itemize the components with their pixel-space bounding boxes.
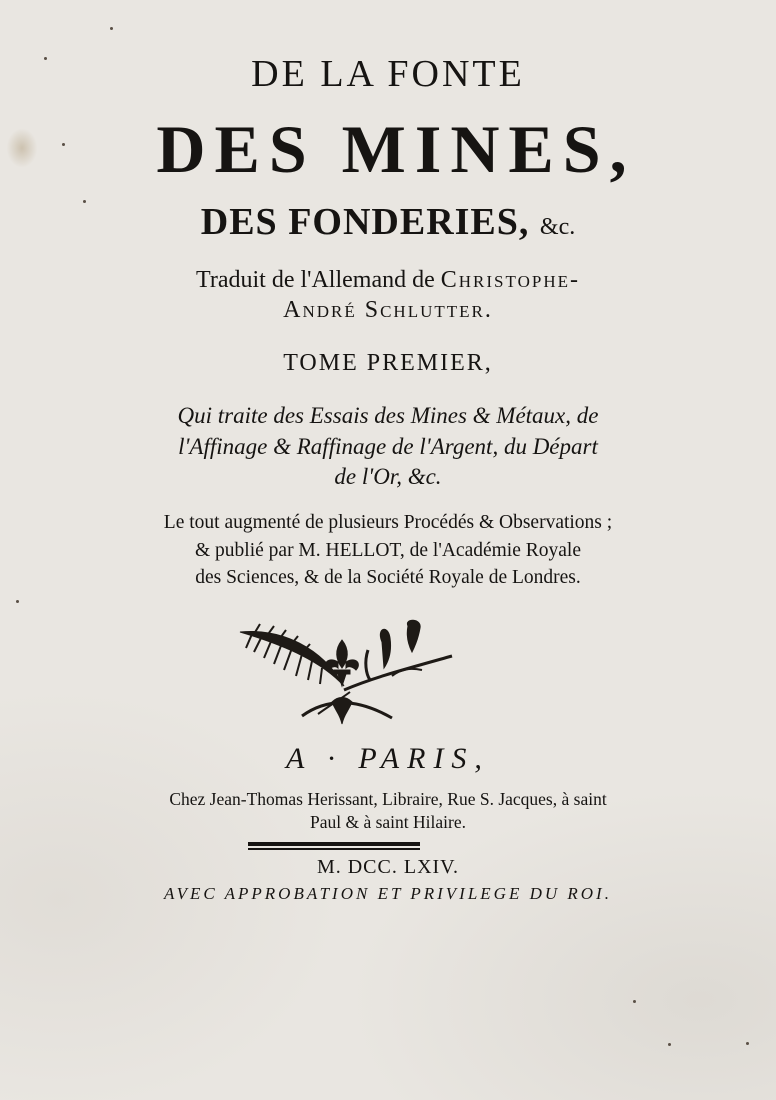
- translator-name: Christophe-: [440, 267, 580, 293]
- foxing-speck: [62, 143, 65, 146]
- publication-year: M. DCC. LXIV.: [316, 856, 460, 878]
- volume-label: TOME PREMIER,: [283, 350, 493, 376]
- note-line-3: des Sciences, & de la Société Royale de Londres.: [195, 567, 581, 588]
- note-line-1: Le tout augmenté de plusieurs Procédés & Observations ;: [163, 512, 613, 533]
- note-line-2: & publié par M. HELLOT, de l'Académie Royale: [195, 540, 581, 561]
- translation-prefix: Traduit de l'Allemand de: [196, 267, 435, 293]
- foxing-speck: [83, 200, 86, 203]
- title-line-1: DE LA FONTE: [251, 53, 525, 95]
- thin-rule-divider: [248, 848, 420, 850]
- translation-line-2: André Schlutter.: [283, 297, 493, 323]
- thick-rule-divider: [248, 842, 420, 846]
- place-of-publication: A · PARIS,: [286, 742, 490, 775]
- subject-line-2: l'Affinage & Raffinage de l'Argent, du Départ: [178, 434, 598, 459]
- foxing-speck: [16, 600, 19, 603]
- title-line-2: DES MINES,: [156, 111, 636, 187]
- fleur-de-lis-ornament-icon: [232, 618, 462, 730]
- royal-privilege: AVEC APPROBATION ET PRIVILEGE DU ROI.: [164, 884, 612, 903]
- foxing-speck: [668, 1043, 671, 1046]
- etc-suffix: &c.: [539, 214, 576, 240]
- publisher-line-1: Chez Jean-Thomas Herissant, Libraire, Rue S. Jacques, à saint: [169, 789, 607, 809]
- title-line-3: [0, 200, 776, 244]
- foxing-speck: [633, 1000, 636, 1003]
- subject-line-1: Qui traite des Essais des Mines & Métaux, de: [177, 403, 599, 428]
- publisher-line-2: Paul & à saint Hilaire.: [309, 812, 466, 832]
- title-line-3-text: DES FONDERIES,: [200, 201, 530, 243]
- translation-line-1: [0, 267, 776, 294]
- subject-line-3: de l'Or, &c.: [334, 464, 442, 489]
- foxing-speck: [746, 1042, 749, 1045]
- foxing-speck: [44, 57, 47, 60]
- foxing-speck: [110, 27, 113, 30]
